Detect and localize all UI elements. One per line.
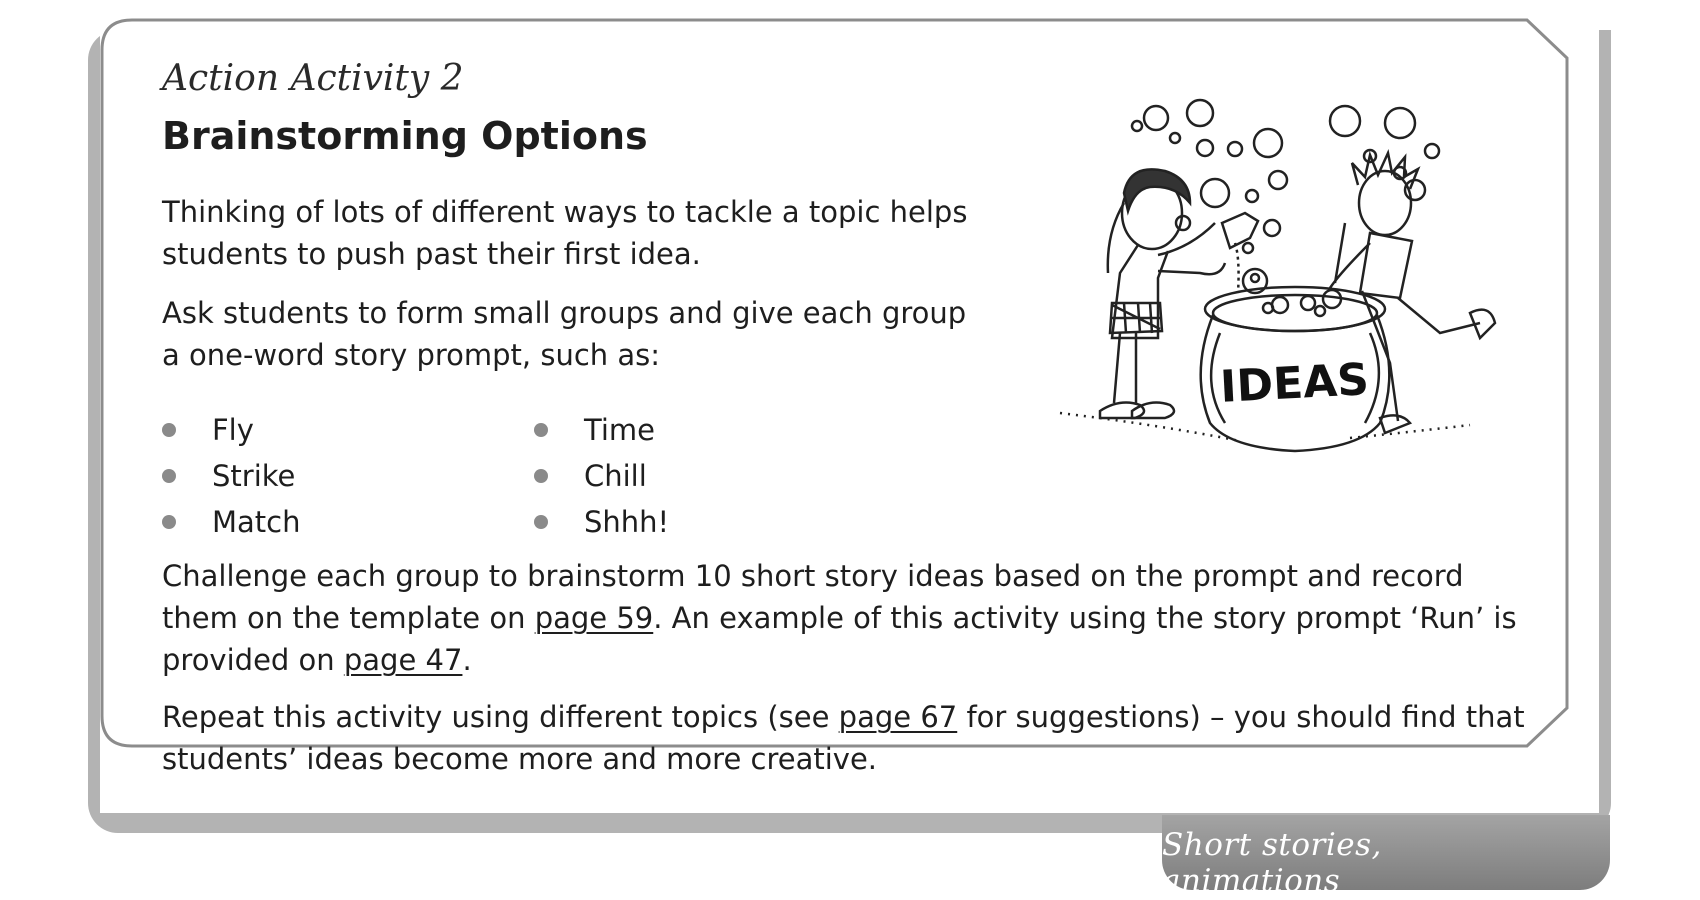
- prompt-word: Fly: [212, 413, 254, 447]
- instructions-paragraph: Ask students to form small groups and give each group a one-word story prompt, such as:: [162, 296, 967, 372]
- prompt-word: Time: [584, 413, 655, 447]
- ideas-pot-illustration: [1040, 73, 1590, 503]
- repeat-text-start: Repeat this activity using different topics (see: [162, 700, 839, 734]
- prompt-word: Chill: [584, 459, 647, 493]
- footer-tab: [1162, 815, 1610, 899]
- bullet-icon: [534, 423, 548, 437]
- challenge-text-start: Challenge each group to brainstorm 10 short story ideas based on the prompt and record them on the template on: [162, 559, 1464, 635]
- pot-label: IDEAS: [1218, 354, 1371, 413]
- challenge-text-middle: . An example of this activity using the story prompt ‘Run’ is provided on: [162, 601, 1517, 677]
- bullet-icon: [162, 423, 176, 437]
- activity-title: Brainstorming Options: [162, 114, 648, 158]
- challenge-paragraph: [162, 555, 1542, 681]
- page-67-link[interactable]: page 67: [838, 700, 958, 734]
- bullet-icon: [162, 469, 176, 483]
- repeat-paragraph: [162, 696, 1542, 780]
- intro-paragraph: Thinking of lots of different ways to tackle a topic helps students to push past their first idea.: [162, 195, 968, 271]
- bullet-icon: [534, 515, 548, 529]
- challenge-text-end: .: [462, 643, 472, 677]
- activity-card: [100, 18, 1599, 813]
- prompt-word: Shhh!: [584, 505, 670, 539]
- page-59-link[interactable]: page 59: [534, 601, 654, 635]
- bullet-icon: [534, 469, 548, 483]
- bullet-icon: [162, 515, 176, 529]
- footer-section-label: Short stories, animations: [1162, 827, 1382, 899]
- activity-number-label: Action Activity 2: [162, 58, 464, 99]
- story-prompt-list: [162, 409, 982, 559]
- repeat-text-end: for suggestions) – you should find that students’ ideas become more and more creative.: [162, 700, 1525, 776]
- prompt-word: Strike: [212, 459, 296, 493]
- prompt-word: Match: [212, 505, 301, 539]
- page-47-link[interactable]: page 47: [343, 643, 463, 677]
